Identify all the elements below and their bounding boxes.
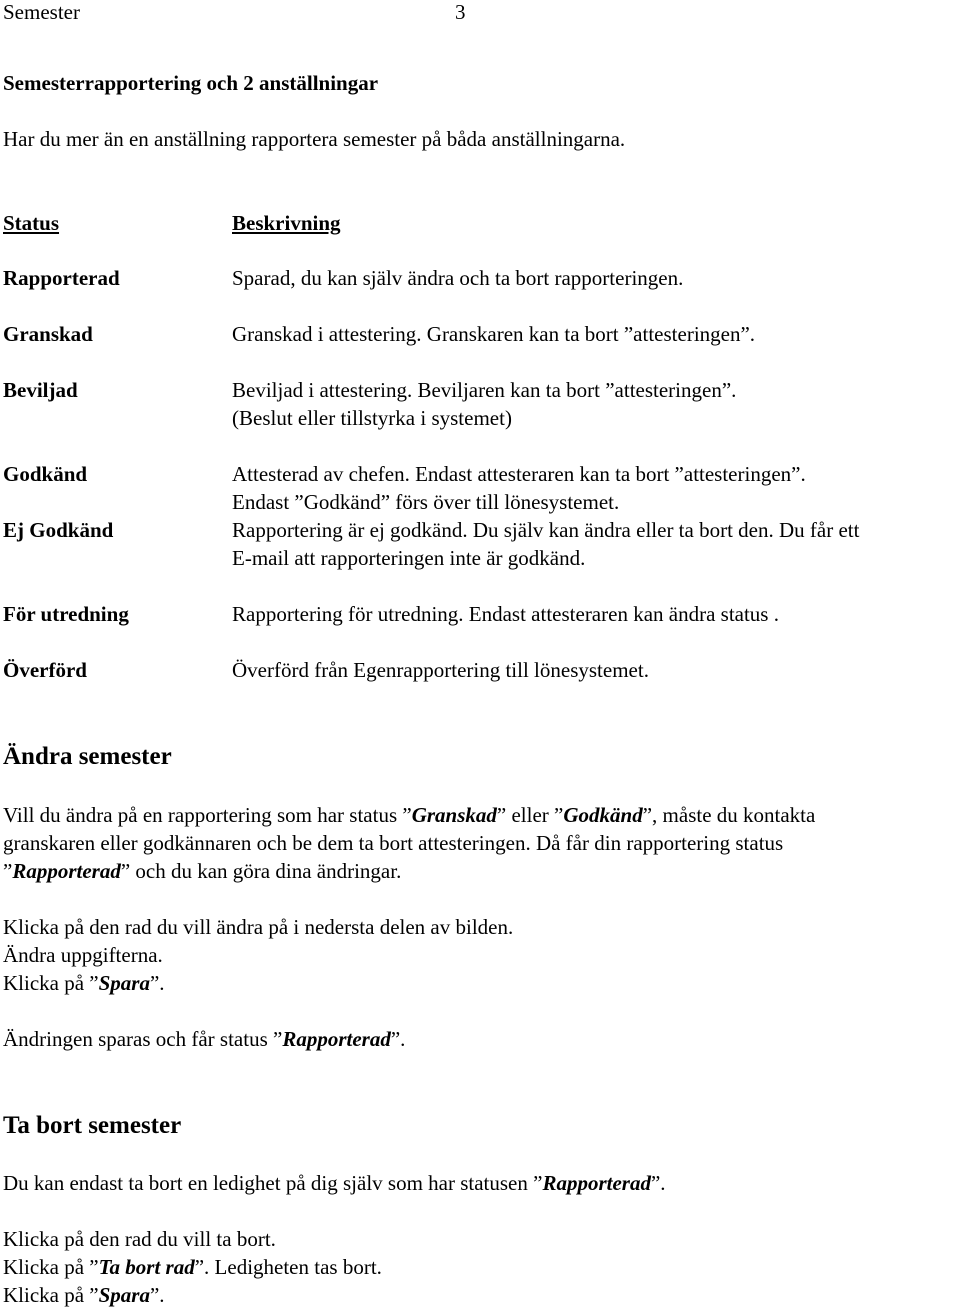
status-description — [232, 656, 960, 684]
text-segment: ” — [3, 859, 13, 883]
status-description — [232, 320, 960, 348]
paragraph-line: Klicka på den rad du vill ta bort. — [3, 1227, 276, 1251]
status-label: Rapporterad — [3, 266, 120, 290]
andra-paragraph-1 — [3, 801, 958, 885]
status-label: Ej Godkänd — [3, 518, 114, 542]
section-intro: Har du mer än en anställning rapportera semester på båda anställningarna. — [3, 127, 626, 151]
paragraph-line — [3, 1281, 958, 1309]
status-label: Beviljad — [3, 378, 78, 402]
text-segment: ”. Ledigheten tas bort. — [194, 1255, 382, 1279]
text-segment: ”, måste du kontakta — [642, 803, 816, 827]
description-line: Beviljad i attestering. Beviljaren kan ta bort ”attesteringen”. — [232, 378, 737, 402]
text-segment: ”. — [149, 1283, 165, 1307]
section-title-semesterrapportering: Semesterrapportering och 2 anställningar — [3, 71, 379, 95]
paragraph-line — [3, 857, 958, 885]
description-line: Granskad i attestering. Granskaren kan ta bort ”attesteringen”. — [232, 322, 756, 346]
description-line: E-mail att rapporteringen inte är godkänd. — [232, 546, 586, 570]
description-line: (Beslut eller tillstyrka i systemet) — [232, 406, 512, 430]
tabort-paragraph-1 — [3, 1169, 958, 1197]
tabort-paragraph-2 — [3, 1225, 958, 1309]
status-description — [232, 516, 960, 572]
text-segment: Klicka på ” — [3, 1255, 99, 1279]
paragraph-line — [3, 1025, 958, 1053]
description-line: Sparad, du kan själv ändra och ta bort rapporteringen. — [232, 266, 684, 290]
paragraph-line: Klicka på den rad du vill ändra på i nedersta delen av bilden. — [3, 915, 514, 939]
text-segment: Klicka på ” — [3, 1283, 99, 1307]
status-label: Överförd — [3, 658, 87, 682]
section-heading-ta-bort-semester: Ta bort semester — [3, 1112, 182, 1139]
status-description — [232, 460, 960, 516]
section-heading-andra-semester: Ändra semester — [3, 743, 172, 770]
description-line: Rapportering för utredning. Endast attesteraren kan ändra status . — [232, 602, 779, 626]
paragraph-line: granskaren eller godkännaren och be dem ta bort attesteringen. Då får din rapportering status — [3, 831, 784, 855]
status-label: För utredning — [3, 602, 129, 626]
paragraph-line — [3, 801, 958, 829]
text-segment: ” eller ” — [496, 803, 564, 827]
paragraph-line — [3, 1253, 958, 1281]
status-term-granskad: Granskad — [411, 803, 497, 827]
action-term-spara: Spara — [98, 971, 150, 995]
paragraph-line — [3, 1169, 958, 1197]
description-column-header: Beskrivning — [232, 211, 341, 235]
page-header — [3, 0, 603, 26]
text-segment: ”. — [650, 1171, 666, 1195]
text-segment: Klicka på ” — [3, 971, 99, 995]
description-line: Överförd från Egenrapportering till lönesystemet. — [232, 658, 649, 682]
status-term-rapporterad: Rapporterad — [542, 1171, 651, 1195]
text-segment: ”. — [390, 1027, 406, 1051]
andra-paragraph-3 — [3, 1025, 958, 1053]
description-line: Endast ”Godkänd” förs över till lönesystemet. — [232, 490, 620, 514]
status-label: Granskad — [3, 322, 93, 346]
status-term-rapporterad: Rapporterad — [12, 859, 121, 883]
status-column-header: Status — [3, 211, 60, 235]
paragraph-line: Ändra uppgifterna. — [3, 943, 163, 967]
action-term-spara: Spara — [98, 1283, 150, 1307]
status-label: Godkänd — [3, 462, 88, 486]
text-segment: Ändringen sparas och får status ” — [3, 1027, 283, 1051]
text-segment: Du kan endast ta bort en ledighet på dig själv som har statusen ” — [3, 1171, 543, 1195]
text-segment: ”. — [149, 971, 165, 995]
status-description — [232, 264, 960, 292]
text-segment: ” och du kan göra dina ändringar. — [120, 859, 402, 883]
andra-paragraph-2 — [3, 913, 958, 997]
status-term-godkand: Godkänd — [563, 803, 643, 827]
status-description — [232, 376, 960, 432]
paragraph-line — [3, 969, 958, 997]
status-term-rapporterad: Rapporterad — [282, 1027, 391, 1051]
action-term-ta-bort-rad: Ta bort rad — [98, 1255, 195, 1279]
description-line: Attesterad av chefen. Endast attesteraren kan ta bort ”attesteringen”. — [232, 462, 806, 486]
text-segment: Vill du ändra på en rapportering som har status ” — [3, 803, 412, 827]
description-line: Rapportering är ej godkänd. Du själv kan ändra eller ta bort den. Du får ett — [232, 518, 860, 542]
page-number: 3 — [455, 0, 466, 24]
status-description — [232, 600, 960, 628]
header-title: Semester — [3, 0, 80, 24]
